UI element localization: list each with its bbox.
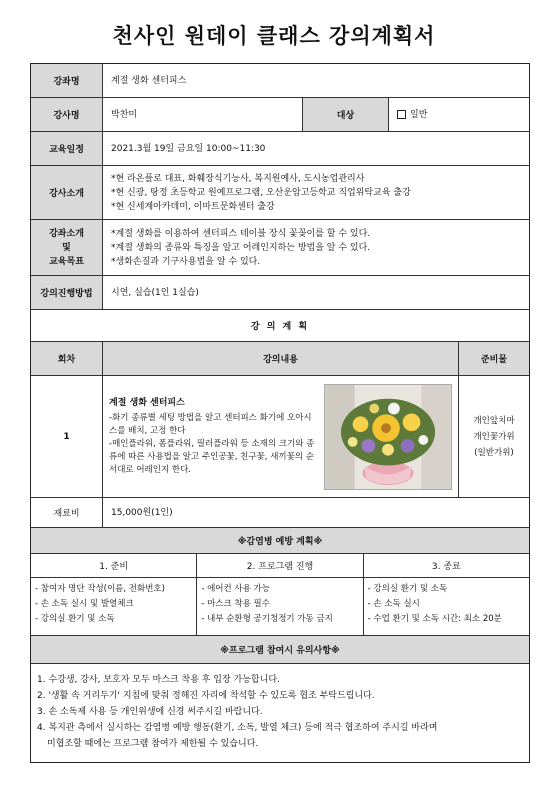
- goals-lines: [103, 220, 529, 275]
- plan-content-cell: [103, 376, 459, 497]
- goal-line: *생화손질과 기구사용법을 알 수 있다.: [111, 256, 261, 267]
- goal-line: *계절 생화를 이용하여 센터피스 테이블 장식 꽃꽂이를 할 수 있다.: [111, 228, 371, 239]
- schedule-label: 교육일정: [31, 132, 103, 165]
- fee-row: [31, 498, 529, 528]
- plan-col-content: 강의내용: [103, 342, 459, 375]
- prevention-col-items: [197, 578, 363, 635]
- instructor-row: [31, 98, 529, 132]
- prevention-item: - 마스크 착용 필수: [201, 599, 270, 609]
- plan-content-text: [109, 397, 318, 477]
- material-item: (일반가위): [474, 447, 514, 458]
- prevention-item: - 손 소독 실시 및 발열체크: [35, 599, 134, 609]
- goal-line: *계절 생화의 종류와 특징을 알고 어레인지하는 방법을 알 수 있다.: [111, 242, 371, 253]
- intro-line: *현 신광, 탕정 초등학교 원예프로그램, 오산운암고등학교 직업위탁교육 출강: [111, 187, 411, 198]
- prevention-item: - 에어컨 사용 가능: [201, 584, 270, 594]
- fee-value: 15,000원(1인): [111, 507, 173, 518]
- prevention-col-title: 2. 프로그램 진행: [197, 554, 363, 577]
- method-row: [31, 276, 529, 310]
- plan-col-materials: 준비물: [480, 355, 508, 365]
- prevention-item: - 강의실 환기 및 소독: [35, 614, 115, 624]
- plan-content-line: -화기 종류별 세팅 방법을 알고 센터피스 화기에 오아시스를 배치, 고정 한다: [109, 412, 312, 436]
- intro-line: *현 신세계아카데미, 이마트문화센터 출강: [111, 201, 275, 212]
- target-value-wrap: [389, 98, 529, 131]
- notice-item: 3. 손 소독제 사용 등 개인위생에 신경 써주시길 바랍니다.: [37, 707, 263, 717]
- intro-line: *현 라온플로 대표, 화훼장식기능사, 복지원예사, 도시농업관리사: [111, 173, 365, 184]
- plan-col-session: 회차: [31, 342, 103, 375]
- target-checkbox[interactable]: [397, 110, 406, 119]
- notice-item: 2. '생활 속 거리두기' 지침에 맞춰 정해진 자리에 착석할 수 있도록 협조 부탁드립니다.: [37, 691, 375, 701]
- instructor-value: 박찬미: [103, 98, 303, 131]
- notice-header: ※프로그램 참여시 유의사항※: [31, 636, 529, 664]
- target-label: 대상: [303, 98, 389, 131]
- schedule-value: 2021.3월 19일 금요일 10:00~11:30: [111, 143, 266, 154]
- plan-content-title: 계절 생화 센터피스: [109, 397, 185, 408]
- goals-row: [31, 220, 529, 276]
- plan-columns-row: [31, 342, 529, 376]
- flower-centerpiece-photo: [324, 384, 452, 490]
- notice-item: 4. 복지관 측에서 실시하는 감염병 예방 행동(환기, 소독, 발열 체크) 등에 적극 협조하여 주시길 바라며: [37, 723, 438, 733]
- notice-list: [31, 664, 443, 762]
- course-name-value: 계절 생화 센터피스: [111, 75, 187, 86]
- goals-label: [31, 220, 103, 275]
- lecture-plan-table: [30, 63, 530, 763]
- plan-header: 강 의 계 획: [31, 310, 529, 342]
- plan-materials: [459, 376, 529, 497]
- prevention-item: - 내부 순환형 공기청정기 가동 금지: [201, 614, 333, 624]
- prevention-col-items: [364, 578, 529, 635]
- plan-row: [31, 376, 529, 498]
- instructor-label: 강사명: [31, 98, 103, 131]
- plan-session: 1: [31, 376, 103, 497]
- method-value: 시연, 실습(1인 1실습): [111, 287, 199, 298]
- instructor-intro-label: 강사소개: [31, 166, 103, 219]
- goals-label-line: 교육목표: [49, 256, 84, 267]
- course-name-row: [31, 64, 529, 98]
- prevention-item: - 수업 환기 및 소독 시간: 최소 20분: [367, 614, 502, 624]
- schedule-row: [31, 132, 529, 166]
- prevention-col-title: 1. 준비: [31, 554, 197, 577]
- target-value: 일반: [410, 109, 428, 120]
- notice-item: 미협조할 때에는 프로그램 참여가 제한될 수 있습니다.: [47, 739, 259, 749]
- notice-row: [31, 664, 529, 762]
- prevention-items-row: [31, 578, 529, 636]
- course-name-label: 강좌명: [31, 64, 103, 97]
- instructor-intro-lines: [103, 166, 529, 219]
- fee-label: 재료비: [31, 498, 103, 527]
- plan-content-line: -매인플라워, 폼플라워, 필러플라워 등 소재의 크기와 종류에 따른 사용법을 알고 주인공꽃, 친구꽃, 새끼꽃의 순서대로 어레인지 한다.: [109, 438, 315, 475]
- prevention-columns-row: [31, 554, 529, 578]
- material-item: 개인꽃가위: [473, 431, 515, 442]
- notice-item: 1. 수강생, 강사, 보호자 모두 마스크 착용 후 입장 가능합니다.: [37, 675, 280, 685]
- prevention-item: - 강의실 환기 및 소독: [367, 584, 448, 594]
- goals-label-line: 및: [62, 242, 71, 253]
- page-title: 천사인 원데이 클래스 강의계획서: [112, 24, 436, 48]
- material-item: 개인앞치마: [473, 415, 515, 426]
- prevention-header: ※감염병 예방 계획※: [31, 528, 529, 554]
- goals-label-line: 강좌소개: [49, 228, 84, 239]
- prevention-col-title: 3. 종료: [431, 562, 461, 572]
- prevention-col-items: [31, 578, 197, 635]
- instructor-intro-row: [31, 166, 529, 220]
- prevention-item: - 손 소독 실시: [367, 599, 420, 609]
- prevention-item: - 참여자 명단 작성(이름, 전화번호): [35, 584, 165, 594]
- method-label: 강의진행방법: [31, 276, 103, 309]
